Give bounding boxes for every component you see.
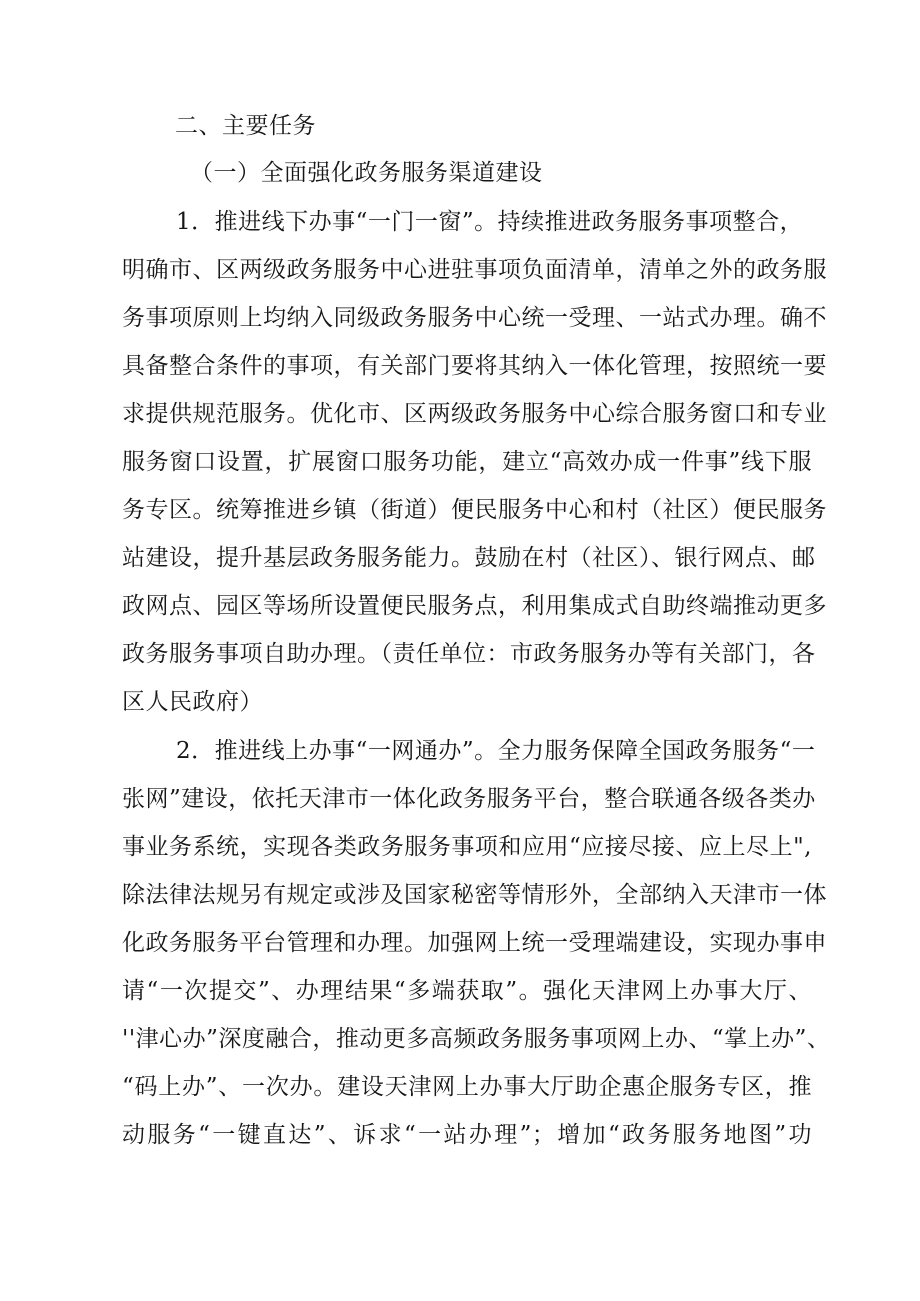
- paragraph-line: 2．推进线上办事“一网通办”。全力服务保障全国政务服务“一: [176, 738, 816, 764]
- paragraph-line: 事业务系统，实现各类政务服务事项和应用“应接尽接、应上尽上",: [122, 834, 812, 860]
- paragraph-line: 除法律法规另有规定或涉及国家秘密等情形外，全部纳入天津市一体: [122, 882, 827, 908]
- paragraph-line: 务专区。统筹推进乡镇（街道）便民服务中心和村（社区）便民服务: [122, 497, 827, 523]
- paragraph-line: 1．推进线下办事“一门一窗”。持续推进政务服务事项整合，: [176, 209, 804, 235]
- paragraph-line: 服务窗口设置，扩展窗口服务功能，建立“高效办成一件事”线下服: [122, 449, 812, 475]
- paragraph-line: 务事项原则上均纳入同级政务服务中心统一受理、一站式办理。确不: [122, 305, 827, 331]
- paragraph-line: “码上办”、一次办。建设天津网上办事大厅助企惠企服务专区，推: [122, 1074, 812, 1100]
- paragraph-line: 张网”建设，依托天津市一体化政务服务平台，整合联通各级各类办: [122, 786, 816, 812]
- paragraph-line: ''津心办”深度融合，推动更多高频政务服务事项网上办、“掌上办”、: [122, 1026, 831, 1052]
- paragraph-line: 区人民政府）: [122, 689, 263, 715]
- paragraph-line: 站建设，提升基层政务服务能力。鼓励在村（社区）、银行网点、邮: [122, 545, 816, 571]
- paragraph-line: 政务服务事项自助办理。（责任单位：市政务服务办等有关部门，各: [122, 641, 816, 667]
- paragraph-line: 求提供规范服务。优化市、区两级政务服务中心综合服务窗口和专业: [122, 401, 827, 427]
- subsection-heading: （一）全面强化政务服务渠道建设: [190, 160, 543, 186]
- paragraph-line: 动服务“一键直达”、诉求“一站办理”；增加“政务服务地图”功: [122, 1122, 812, 1148]
- paragraph-line: 具备整合条件的事项，有关部门要将其纳入一体化管理，按照统一要: [122, 353, 827, 379]
- paragraph-line: 明确市、区两级政务服务中心进驻事项负面清单，清单之外的政务服: [122, 257, 827, 283]
- section-heading: 二、主要任务: [175, 113, 316, 139]
- paragraph-line: 化政务服务平台管理和办理。加强网上统一受理端建设，实现办事申: [122, 930, 827, 956]
- paragraph-line: 请“一次提交”、办理结果“多端获取”。强化天津网上办事大厅、: [122, 978, 812, 1004]
- paragraph-line: 政网点、园区等场所设置便民服务点，利用集成式自助终端推动更多: [122, 593, 827, 619]
